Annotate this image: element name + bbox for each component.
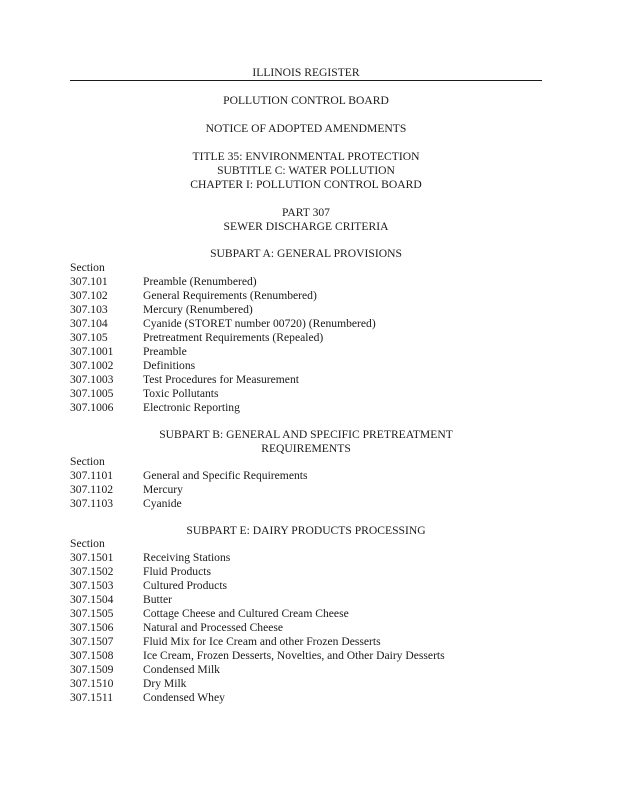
table-row: [70, 345, 187, 359]
subpart-b-heading-cont: REQUIREMENTS: [261, 442, 351, 455]
section-title: Cyanide (STORET number 00720) (Renumbered): [143, 317, 376, 330]
section-title: Test Procedures for Measurement: [143, 373, 299, 386]
section-title: Ice Cream, Frozen Desserts, Novelties, and Other Dairy Desserts: [143, 649, 445, 662]
section-title: Mercury (Renumbered): [143, 303, 253, 316]
table-row: [70, 565, 211, 579]
section-number: 307.1002: [70, 359, 114, 372]
section-title: Definitions: [143, 359, 196, 372]
section-title: Pretreatment Requirements (Repealed): [143, 331, 324, 344]
section-number: 307.1003: [70, 373, 114, 386]
section-number: 307.1503: [70, 579, 114, 592]
notice-title: NOTICE OF ADOPTED AMENDMENTS: [205, 122, 407, 135]
table-row: [70, 303, 253, 317]
section-number: 307.1511: [70, 691, 114, 704]
section-title: Mercury: [143, 483, 183, 496]
section-title: General Requirements (Renumbered): [143, 289, 317, 302]
section-title: Condensed Milk: [143, 663, 220, 676]
table-row: [70, 579, 227, 593]
subpart-a-heading: SUBPART A: GENERAL PROVISIONS: [210, 247, 402, 260]
section-number: 307.1507: [70, 635, 114, 648]
chapter-line: CHAPTER I: POLLUTION CONTROL BOARD: [190, 178, 422, 191]
table-row: [70, 677, 186, 691]
section-number: 307.1501: [70, 551, 114, 564]
agency-name: POLLUTION CONTROL BOARD: [223, 94, 389, 107]
section-title: Preamble: [143, 345, 187, 358]
section-title: Dry Milk: [143, 677, 187, 690]
section-number: 307.1005: [70, 387, 114, 400]
table-row: [70, 649, 445, 663]
section-title: Preamble (Renumbered): [143, 275, 257, 288]
table-row: [70, 621, 283, 635]
section-number: 307.1101: [70, 469, 114, 482]
section-label: Section: [70, 455, 105, 468]
section-number: 307.1504: [70, 593, 114, 606]
table-row: [70, 289, 317, 303]
table-row: [70, 387, 219, 401]
section-title: Cyanide: [143, 497, 182, 510]
running-header: ILLINOIS REGISTER: [70, 66, 542, 81]
table-row: [70, 483, 183, 497]
section-number: 307.1102: [70, 483, 114, 496]
section-number: 307.105: [70, 331, 108, 344]
section-label: Section: [70, 261, 105, 274]
section-title: Fluid Mix for Ice Cream and other Frozen Desserts: [143, 635, 381, 648]
section-number: 307.104: [70, 317, 108, 330]
section-number: 307.101: [70, 275, 108, 288]
title-line: TITLE 35: ENVIRONMENTAL PROTECTION: [192, 150, 420, 163]
section-number: 307.1506: [70, 621, 114, 634]
table-row: [70, 331, 323, 345]
section-title: Cottage Cheese and Cultured Cream Cheese: [143, 607, 349, 620]
section-title: Butter: [143, 593, 172, 606]
table-row: [70, 635, 381, 649]
section-number: 307.1509: [70, 663, 114, 676]
section-number: 307.102: [70, 289, 108, 302]
subtitle-line: SUBTITLE C: WATER POLLUTION: [217, 164, 395, 177]
table-row: [70, 551, 230, 565]
part-name: SEWER DISCHARGE CRITERIA: [223, 220, 389, 233]
section-number: 307.1502: [70, 565, 114, 578]
table-row: [70, 497, 182, 511]
subpart-e-heading: SUBPART E: DAIRY PRODUCTS PROCESSING: [186, 524, 426, 537]
table-row: [70, 663, 220, 677]
section-title: General and Specific Requirements: [143, 469, 308, 482]
part-number: PART 307: [282, 206, 330, 219]
section-title: Natural and Processed Cheese: [143, 621, 284, 634]
table-row: [70, 359, 195, 373]
table-row: [70, 317, 376, 331]
section-number: 307.1508: [70, 649, 114, 662]
section-number: 307.1510: [70, 677, 114, 690]
section-title: Condensed Whey: [143, 691, 225, 704]
table-row: [70, 469, 308, 483]
section-title: Cultured Products: [143, 579, 228, 592]
table-row: [70, 373, 299, 387]
table-row: [70, 275, 257, 289]
section-title: Fluid Products: [143, 565, 211, 578]
subpart-b-heading: SUBPART B: GENERAL AND SPECIFIC PRETREATMENT: [159, 428, 453, 441]
section-label: Section: [70, 537, 105, 550]
table-row: [70, 593, 172, 607]
table-row: [70, 607, 349, 621]
section-number: 307.1103: [70, 497, 114, 510]
section-number: 307.103: [70, 303, 108, 316]
section-title: Toxic Pollutants: [143, 387, 219, 400]
section-title: Electronic Reporting: [143, 401, 240, 414]
table-row: [70, 401, 240, 415]
section-title: Receiving Stations: [143, 551, 231, 564]
section-number: 307.1001: [70, 345, 114, 358]
section-number: 307.1006: [70, 401, 114, 414]
section-number: 307.1505: [70, 607, 114, 620]
table-row: [70, 691, 225, 705]
